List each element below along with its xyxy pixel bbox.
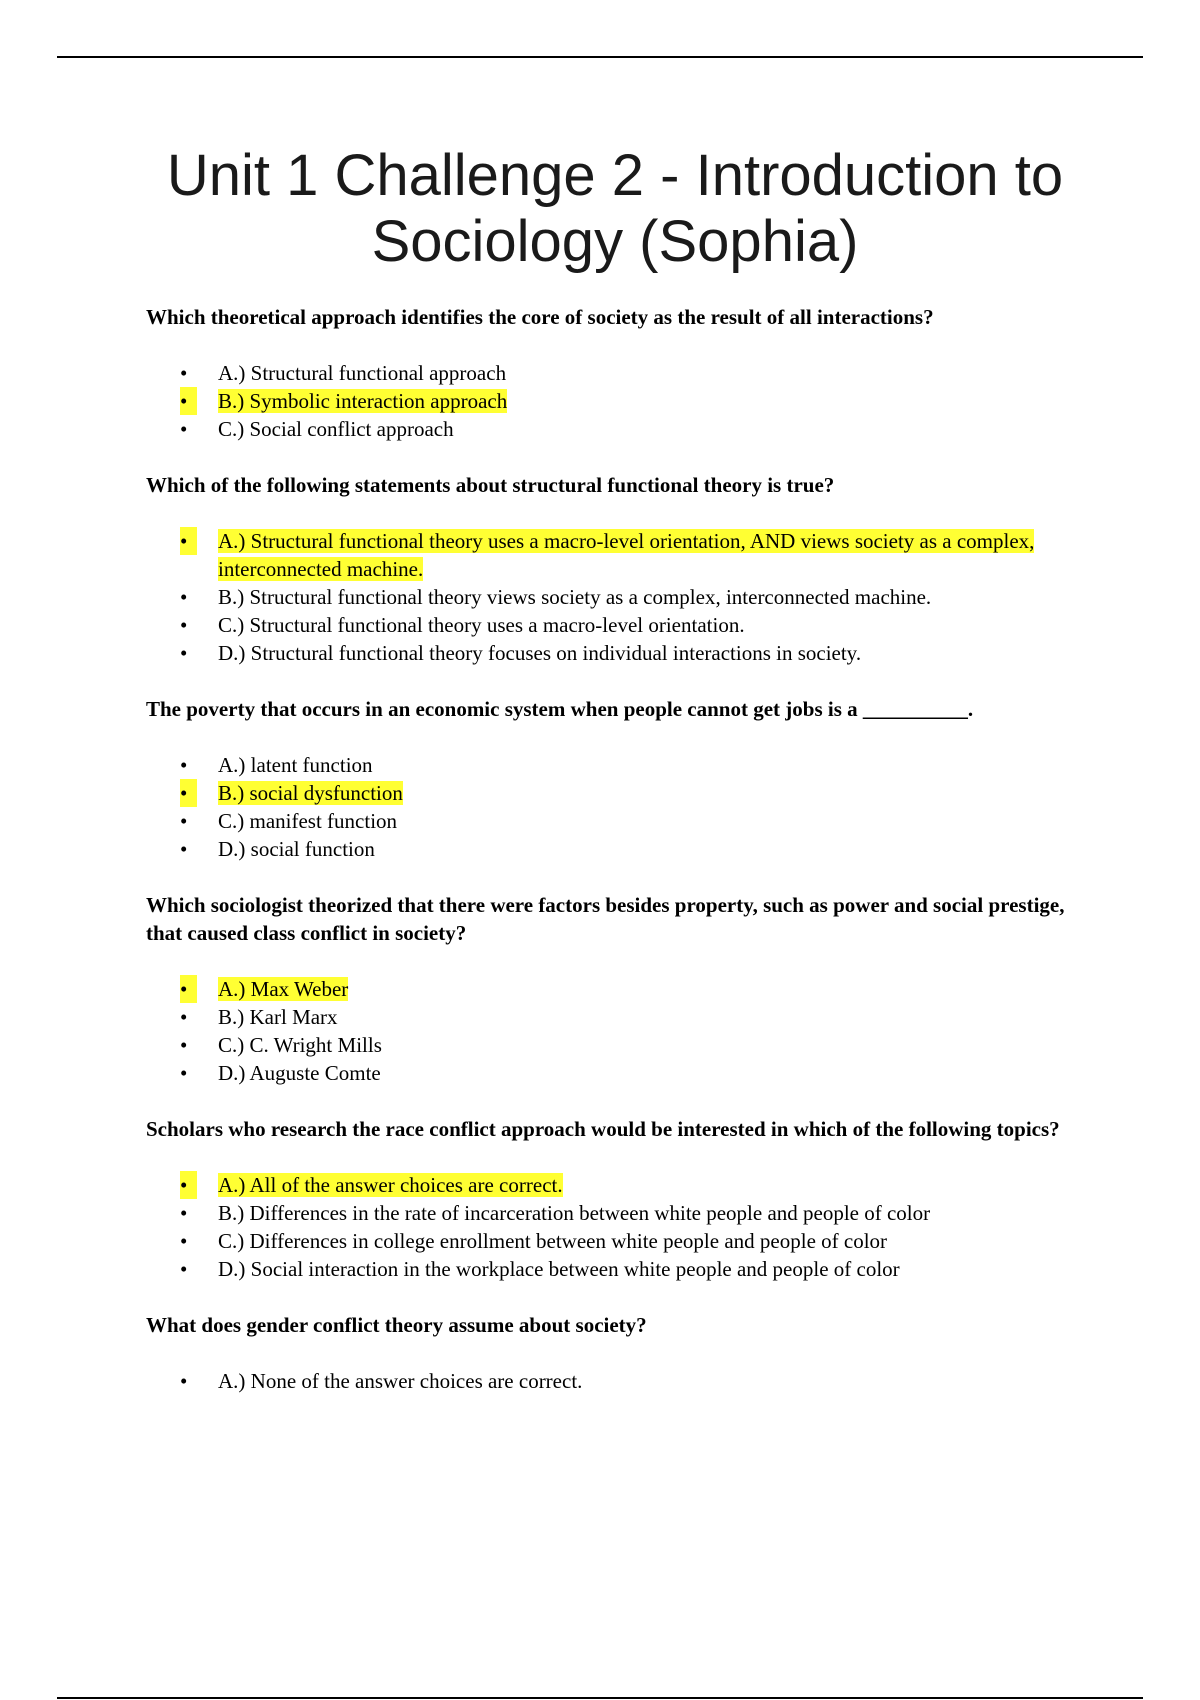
question-block — [146, 891, 1081, 1087]
answer-text: C.) manifest function — [218, 809, 398, 833]
answer-option-correct[interactable] — [146, 527, 1081, 583]
top-rule — [57, 56, 1143, 58]
answer-options — [146, 1367, 1081, 1395]
question-text: The poverty that occurs in an economic system when people cannot get jobs is a __________. — [146, 697, 974, 721]
question-block — [146, 1311, 1081, 1395]
answer-options — [146, 975, 1081, 1087]
answer-options — [146, 751, 1081, 863]
answer-text: D.) social function — [218, 837, 375, 861]
title-line-1: Unit 1 Challenge 2 - Introduction to — [166, 143, 1064, 208]
answer-option[interactable] — [146, 1367, 1081, 1395]
bullet-icon: • — [180, 527, 197, 555]
bullet-icon: • — [180, 809, 188, 833]
answer-options — [146, 359, 1081, 443]
answer-option[interactable] — [146, 359, 1081, 387]
page-title — [0, 143, 1200, 275]
bullet-icon: • — [180, 1005, 188, 1029]
bullet-icon: • — [180, 361, 188, 385]
answer-options — [146, 1171, 1081, 1283]
bullet-icon: • — [180, 1171, 197, 1199]
answer-text: C.) Social conflict approach — [218, 417, 454, 441]
bottom-rule — [57, 1697, 1143, 1699]
title-line-2: Sociology (Sophia) — [371, 209, 859, 274]
bullet-icon: • — [180, 779, 197, 807]
answer-text: B.) social dysfunction — [218, 781, 403, 805]
answer-text: A.) All of the answer choices are correct. — [218, 1173, 563, 1197]
bullet-icon: • — [180, 1229, 188, 1253]
answer-option[interactable] — [146, 1255, 1081, 1283]
question-block — [146, 303, 1081, 443]
answer-text: C.) Structural functional theory uses a macro-level orientation. — [218, 613, 745, 637]
answer-text: C.) C. Wright Mills — [218, 1033, 382, 1057]
answer-text: A.) Structural functional theory uses a macro-level orientation, AND views society as a complex, interconnected machine. — [218, 529, 1035, 581]
bullet-icon: • — [180, 1201, 188, 1225]
answer-option[interactable] — [146, 583, 1081, 611]
answer-text: D.) Structural functional theory focuses on individual interactions in society. — [218, 641, 862, 665]
question-block — [146, 1115, 1081, 1283]
answer-option[interactable] — [146, 1059, 1081, 1087]
bullet-icon: • — [180, 837, 188, 861]
answer-text: D.) Social interaction in the workplace between white people and people of color — [218, 1257, 900, 1281]
bullet-icon: • — [180, 753, 188, 777]
bullet-icon: • — [180, 641, 188, 665]
answer-text: C.) Differences in college enrollment between white people and people of color — [218, 1229, 888, 1253]
answer-text: A.) latent function — [218, 753, 373, 777]
answer-option[interactable] — [146, 751, 1081, 779]
answer-text: B.) Differences in the rate of incarceration between white people and people of color — [218, 1201, 931, 1225]
question-block — [146, 695, 1081, 863]
bullet-icon: • — [180, 1061, 188, 1085]
question-text: Which theoretical approach identifies the core of society as the result of all interactions? — [146, 305, 934, 329]
answer-text: A.) Max Weber — [218, 977, 349, 1001]
answer-text: B.) Structural functional theory views society as a complex, interconnected machine. — [218, 585, 932, 609]
answer-option-correct[interactable] — [146, 387, 1081, 415]
answer-option[interactable] — [146, 639, 1081, 667]
question-list — [146, 303, 1081, 1423]
bullet-icon: • — [180, 417, 188, 441]
answer-option[interactable] — [146, 807, 1081, 835]
answer-text: B.) Karl Marx — [218, 1005, 338, 1029]
bullet-icon: • — [180, 613, 188, 637]
answer-option-correct[interactable] — [146, 779, 1081, 807]
answer-text: A.) None of the answer choices are correct. — [218, 1369, 583, 1393]
answer-options — [146, 527, 1081, 667]
question-text: Which of the following statements about structural functional theory is true? — [146, 473, 835, 497]
answer-text: D.) Auguste Comte — [218, 1061, 381, 1085]
question-block — [146, 471, 1081, 667]
question-text: Which sociologist theorized that there were factors besides property, such as power and social prestige, that caused class conflict in society? — [146, 893, 1065, 945]
question-text: What does gender conflict theory assume about society? — [146, 1313, 647, 1337]
question-text: Scholars who research the race conflict approach would be interested in which of the following topics? — [146, 1117, 1060, 1141]
answer-option[interactable] — [146, 1227, 1081, 1255]
answer-option[interactable] — [146, 415, 1081, 443]
bullet-icon: • — [180, 1369, 188, 1393]
answer-option[interactable] — [146, 1199, 1081, 1227]
answer-text: B.) Symbolic interaction approach — [218, 389, 508, 413]
answer-option-correct[interactable] — [146, 975, 1081, 1003]
answer-option[interactable] — [146, 1031, 1081, 1059]
bullet-icon: • — [180, 1257, 188, 1281]
answer-option-correct[interactable] — [146, 1171, 1081, 1199]
bullet-icon: • — [180, 1033, 188, 1057]
bullet-icon: • — [180, 585, 188, 609]
answer-text: A.) Structural functional approach — [218, 361, 507, 385]
answer-option[interactable] — [146, 835, 1081, 863]
answer-option[interactable] — [146, 611, 1081, 639]
answer-option[interactable] — [146, 1003, 1081, 1031]
bullet-icon: • — [180, 975, 197, 1003]
bullet-icon: • — [180, 387, 197, 415]
